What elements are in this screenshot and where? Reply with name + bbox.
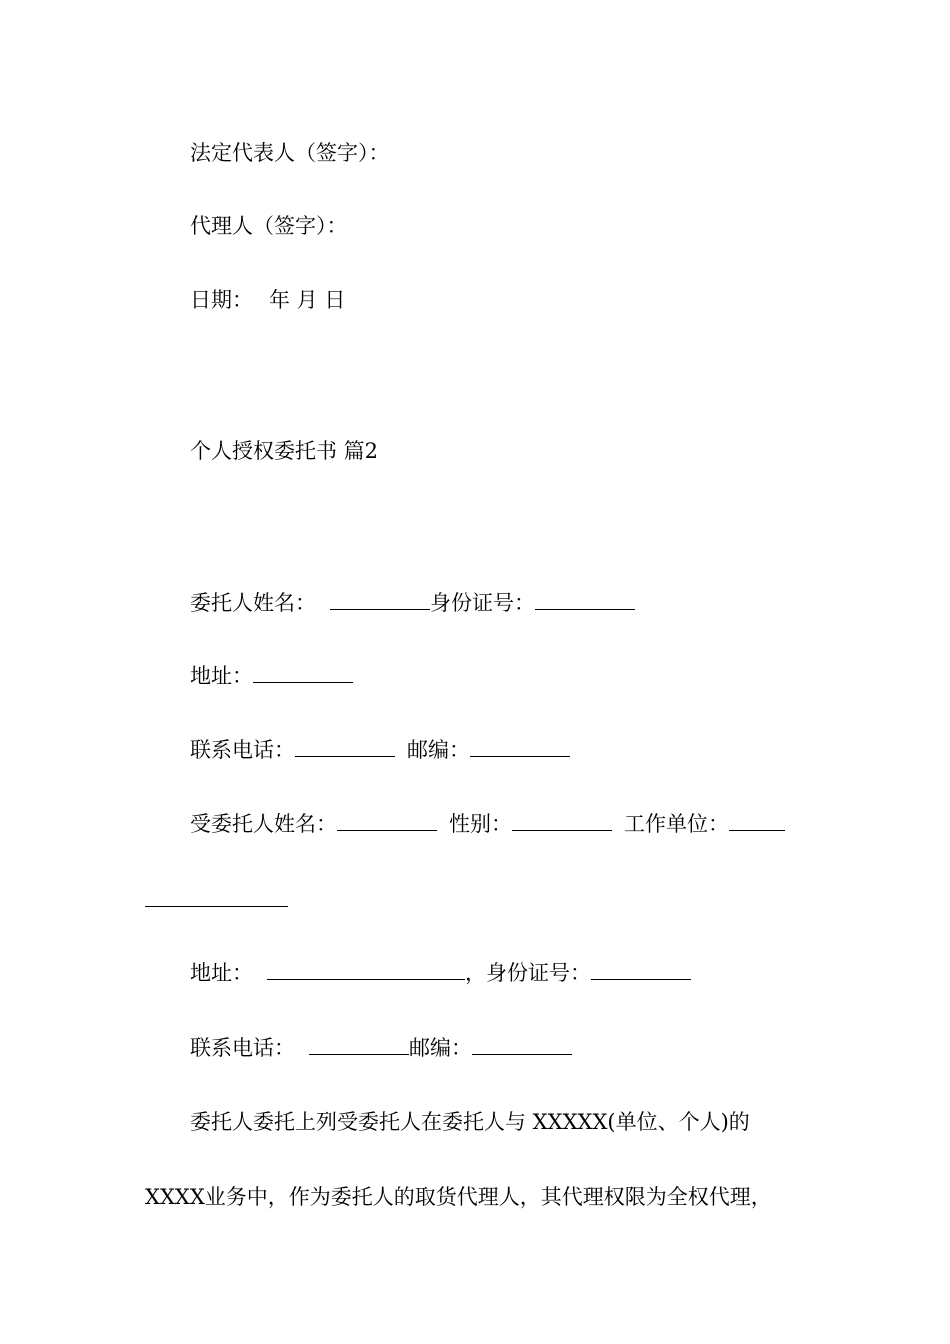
section-title: [190, 436, 378, 466]
agent-id-label: 身份证号：: [486, 961, 591, 985]
principal-name-line: [190, 588, 635, 618]
date-label: 日期：: [190, 288, 253, 312]
body-text-1: 委托人委托上列受委托人在委托人与 XXXXX(单位、个人)的: [190, 1110, 750, 1134]
principal-name-blank[interactable]: [330, 588, 430, 610]
principal-id-blank[interactable]: [535, 588, 635, 610]
agent-phone-blank[interactable]: [309, 1033, 409, 1055]
body-text-2: XXXX业务中，作为委托人的取货代理人，其代理权限为全权代理，: [145, 1185, 772, 1209]
agent-postcode-label: 邮编：: [409, 1036, 472, 1060]
body-paragraph-line-2: [145, 1182, 772, 1212]
agent-workplace-label: 工作单位：: [624, 812, 729, 836]
legal-rep-signature-line: [190, 138, 390, 168]
principal-address-blank[interactable]: [253, 661, 353, 683]
date-parts: 年 月 日: [269, 288, 346, 312]
legal-rep-label: 法定代表人（签字）：: [190, 141, 390, 165]
agent-name-line: [190, 809, 785, 839]
agent-address-blank[interactable]: [267, 958, 465, 980]
agent-phone-label: 联系电话：: [190, 1036, 295, 1060]
agent-signature-label: 代理人（签字）：: [190, 214, 348, 238]
agent-name-label: 受委托人姓名：: [190, 812, 337, 836]
agent-phone-line: [190, 1033, 572, 1063]
principal-phone-blank[interactable]: [295, 735, 395, 757]
principal-address-label: 地址：: [190, 664, 253, 688]
date-line: [190, 285, 345, 315]
agent-address-label: 地址：: [190, 961, 253, 985]
agent-gender-label: 性别：: [449, 812, 512, 836]
principal-address-line: [190, 661, 353, 691]
workplace-continuation-rule: [145, 906, 288, 907]
principal-postcode-label: 邮编：: [407, 738, 470, 762]
agent-signature-line: [190, 211, 348, 241]
section-title-text: 个人授权委托书 篇2: [190, 439, 379, 463]
agent-workplace-blank[interactable]: [729, 809, 785, 831]
principal-phone-label: 联系电话：: [190, 738, 295, 762]
agent-gender-blank[interactable]: [512, 809, 612, 831]
principal-postcode-blank[interactable]: [470, 735, 570, 757]
principal-name-label: 委托人姓名：: [190, 591, 316, 615]
agent-address-comma: ，: [465, 961, 486, 985]
principal-phone-line: [190, 735, 570, 765]
agent-name-blank[interactable]: [337, 809, 437, 831]
agent-id-blank[interactable]: [591, 958, 691, 980]
agent-address-line: [190, 958, 691, 988]
principal-id-label: 身份证号：: [430, 591, 535, 615]
body-paragraph-line-1: [190, 1107, 750, 1137]
agent-postcode-blank[interactable]: [472, 1033, 572, 1055]
